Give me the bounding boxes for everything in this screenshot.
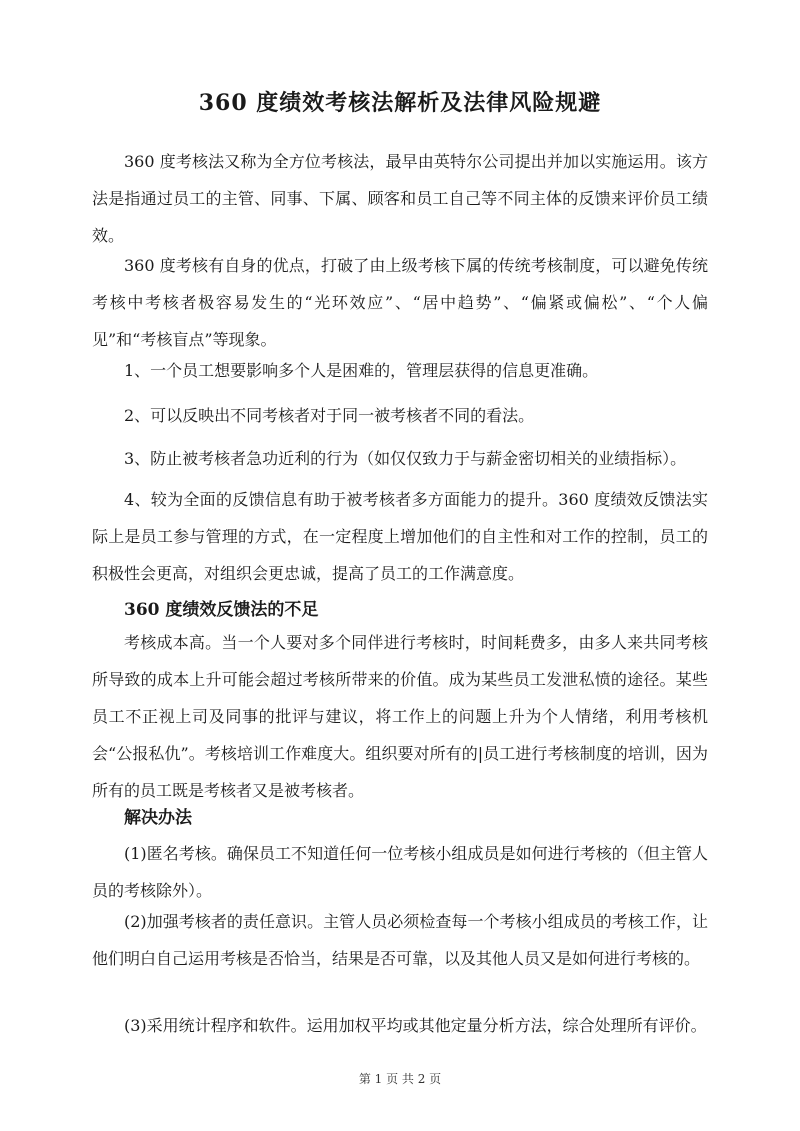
advantage-item-2: 2、可以反映出不同考核者对于同一被考核者不同的看法。: [124, 406, 535, 425]
advantage-item-3: 3、防止被考核者急功近利的行为（如仅仅致力于与薪金密切相关的业绩指标）。: [124, 449, 687, 468]
page-title: 360 度绩效考核法解析及法律风险规避: [198, 90, 602, 116]
shortcomings-paragraph: 考核成本高。当一个人要对多个同伴进行考核时，时间耗费多，由多人来共同考核所导致的成本上升可能会超过考核所带来的价值。成为某些员工发泄私愤的途径。某些员工不正视上司及同事的批评与建议，将工作上的问题上升为个人情绪，利用考核机会“公报私仇”。考核培训工作难度大。组织要对所有的|员工进行考核制度的培训，因为所有的员工既是考核者又是被考核者。: [92, 633, 708, 800]
advantage-item-4: 4、较为全面的反馈信息有助于被考核者多方面能力的提升。360 度绩效反馈法实际上是员工参与管理的方式，在一定程度上增加他们的自主性和对工作的控制，员工的积极性会更高，对组织会更忠诚，提高了员工的工作满意度。: [92, 490, 708, 583]
solution-item-2: (2)加强考核者的责任意识。主管人员必须检查每一个考核小组成员的考核工作，让他们明白自己运用考核是否恰当，结果是否可靠，以及其他人员又是如何进行考核的。: [92, 912, 708, 968]
section-heading-solutions: 解决办法: [124, 808, 192, 828]
section-heading-shortcomings: 360 度绩效反馈法的不足: [124, 600, 319, 620]
page-footer: 第 1 页 共 2 页: [358, 1072, 442, 1086]
advantages-paragraph: 360 度考核有自身的优点，打破了由上级考核下属的传统考核制度，可以避免传统考核中考核者极容易发生的“光环效应”、“居中趋势”、“偏紧或偏松”、“个人偏见”和“考核盲点”等现象。: [92, 256, 708, 349]
intro-paragraph: 360 度考核法又称为全方位考核法，最早由英特尔公司提出并加以实施运用。该方法是指通过员工的主管、同事、下属、顾客和员工自己等不同主体的反馈来评价员工绩效。: [92, 152, 708, 245]
solution-item-3: (3)采用统计程序和软件。运用加权平均或其他定量分析方法，综合处理所有评价。: [124, 1016, 707, 1035]
advantage-item-1: 1、一个员工想要影响多个人是困难的，管理层获得的信息更准确。: [124, 361, 599, 380]
solution-item-1: (1)匿名考核。确保员工不知道任何一位考核小组成员是如何进行考核的（但主管人员的考核除外）。: [92, 844, 708, 900]
